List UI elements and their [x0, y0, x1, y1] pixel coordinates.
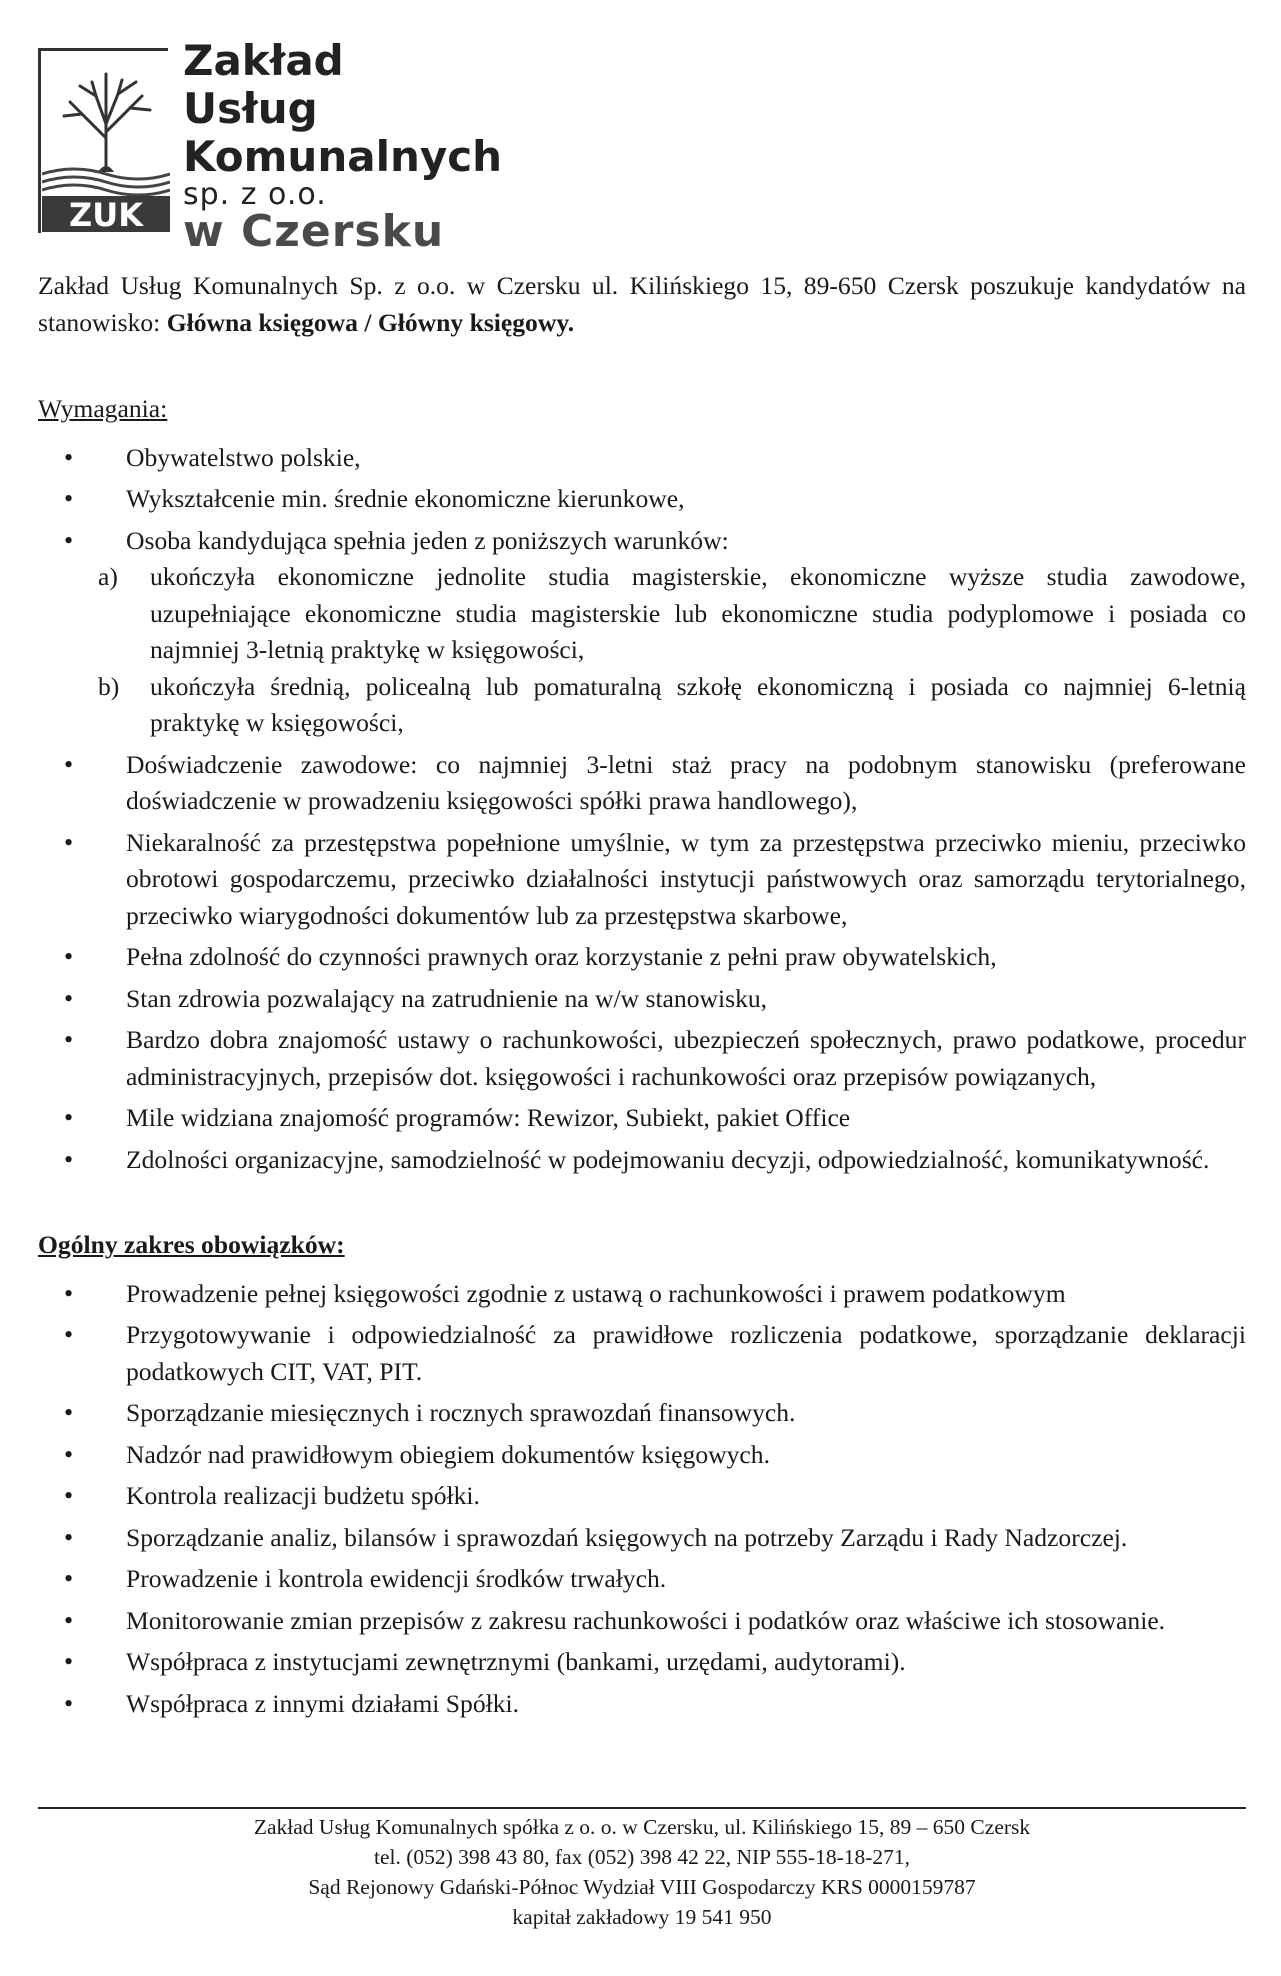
logo-line-4: sp. z o.o.	[183, 177, 327, 212]
list-item: • Współpraca z innymi działami Spółki.	[38, 1686, 1246, 1723]
list-item: • Mile widziana znajomość programów: Rewizor, Subiekt, pakiet Office	[38, 1100, 1246, 1137]
company-logo	[38, 36, 503, 257]
document-body	[38, 268, 1246, 1727]
list-item: • Prowadzenie pełnej księgowości zgodnie z ustawą o rachunkowości i prawem podatkowym	[38, 1276, 1246, 1313]
job-title: Główna księgowa / Główny księgowy.	[166, 307, 575, 337]
intro-text: Zakład Usług Komunalnych Sp. z o.o. w Czersku ul. Kilińskiego 15, 89-650 Czersk poszukuje kandydatów na stanowisko:	[38, 271, 1246, 337]
requirements-heading: Wymagania:	[38, 394, 168, 423]
list-item: • Doświadczenie zawodowe: co najmniej 3-letni staż pracy na podobnym stanowisku (preferowane doświadczenie w prowadzeniu księgowości spółki prawa handlowego),	[38, 747, 1246, 820]
list-item: • Niekaralność za przestępstwa popełnione umyślnie, w tym za przestępstwa przeciwko mieniu, przeciwko obrotowi gospodarczemu, przeciwko działalności instytucji państwowych oraz samorządu terytorialnego, przeciwko wiarygodności dokumentów lub za przestępstwa skarbowe,	[38, 825, 1246, 935]
footer-divider	[38, 1807, 1246, 1809]
list-item: • Sporządzanie miesięcznych i rocznych sprawozdań finansowych.	[38, 1395, 1246, 1432]
footer-line-1: Zakład Usług Komunalnych spółka z o. o. w Czersku, ul. Kilińskiego 15, 89 – 650 Czersk	[253, 1815, 1031, 1839]
sub-item-letter: b)	[98, 671, 120, 701]
list-item: • Przygotowywanie i odpowiedzialność za prawidłowe rozliczenia podatkowe, sporządzanie deklaracji podatkowych CIT, VAT, PIT.	[38, 1317, 1246, 1390]
footer-line-4: kapitał zakładowy 19 541 950	[512, 1905, 772, 1929]
list-item: • Prowadzenie i kontrola ewidencji środków trwałych.	[38, 1561, 1246, 1598]
list-item: • Bardzo dobra znajomość ustawy o rachunkowości, ubezpieczeń społecznych, prawo podatkowe, procedur administracyjnych, przepisów dot. księgowości i rachunkowości oraz przepisów powiązanych,	[38, 1022, 1246, 1095]
conditions-sublist	[98, 559, 1246, 742]
sub-list-item	[98, 559, 1246, 669]
list-item: • Obywatelstwo polskie,	[38, 440, 1246, 477]
list-item: • Stan zdrowia pozwalający na zatrudnienie na w/w stanowisku,	[38, 981, 1246, 1018]
list-item: • Zdolności organizacyjne, samodzielność w podejmowaniu decyzji, odpowiedzialność, komunikatywność.	[38, 1142, 1246, 1179]
list-item: • Sporządzanie analiz, bilansów i sprawozdań księgowych na potrzeby Zarządu i Rady Nadzorczej.	[38, 1520, 1246, 1557]
sub-item-letter: a)	[98, 562, 118, 591]
requirements-heading-text: Wymagania	[38, 394, 161, 423]
list-item	[38, 523, 1246, 742]
footer-line-2: tel. (052) 398 43 80, fax (052) 398 42 22, NIP 555-18-18-271,	[373, 1845, 911, 1869]
tree-logo-icon	[42, 52, 170, 232]
list-item: • Wykształcenie min. średnie ekonomiczne kierunkowe,	[38, 481, 1246, 518]
sub-item-text: ukończyła ekonomiczne jednolite studia magisterskie, ekonomiczne wyższe studia zawodowe, uzupełniające ekonomiczne studia magisterskie lub ekonomiczne studia podyplomowe i posiada co najmniej 3-letnią praktykę w księgowości,	[150, 562, 1246, 664]
sub-list-item	[98, 669, 1246, 742]
intro-paragraph	[38, 268, 1246, 341]
footer-line-3: Sąd Rejonowy Gdański-Północ Wydział VIII Gospodarczy KRS 0000159787	[308, 1875, 976, 1899]
requirements-list	[38, 440, 1246, 1179]
list-item: • Pełna zdolność do czynności prawnych oraz korzystanie z pełni praw obywatelskich,	[38, 939, 1246, 976]
list-item: • Monitorowanie zmian przepisów z zakresu rachunkowości i podatków oraz właściwe ich stosowanie.	[38, 1603, 1246, 1640]
list-item-text: Osoba kandydująca spełnia jeden z poniższych warunków:	[126, 525, 729, 555]
footer	[38, 1812, 1246, 1932]
logo-line-3: Komunalnych	[183, 132, 503, 181]
logo-line-5: w Czersku	[183, 206, 445, 257]
list-item: • Nadzór nad prawidłowym obiegiem dokumentów księgowych.	[38, 1437, 1246, 1474]
duties-list	[38, 1276, 1246, 1723]
section-spacer	[38, 1183, 1246, 1227]
duties-heading: Ogólny zakres obowiązków:	[38, 1230, 345, 1259]
list-item: • Współpraca z instytucjami zewnętrznymi (bankami, urzędami, audytorami).	[38, 1644, 1246, 1681]
list-item: • Kontrola realizacji budżetu spółki.	[38, 1478, 1246, 1515]
sub-item-text: ukończyła średnią, policealną lub pomaturalną szkołę ekonomiczną i posiada co najmniej 6-letnią praktykę w księgowości,	[150, 671, 1246, 737]
logo-line-1: Zakład	[183, 36, 344, 85]
logo-wordmark	[183, 36, 503, 257]
logo-mark-text: ZUK	[69, 196, 143, 232]
logo-line-2: Usług	[183, 84, 318, 133]
